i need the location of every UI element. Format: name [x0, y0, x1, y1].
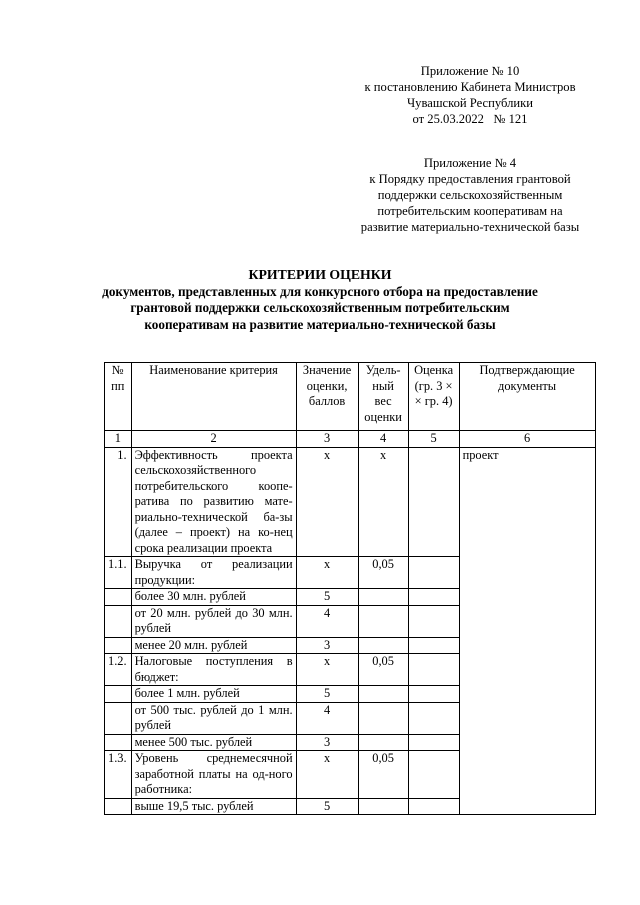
column-number: 3 [296, 431, 358, 448]
appendix-line: к Порядку предоставления грантовой [369, 172, 571, 186]
criterion-score [408, 654, 459, 686]
criterion-value: 3 [296, 637, 358, 654]
supporting-documents [459, 637, 595, 654]
column-number: 6 [459, 431, 595, 448]
table-row [105, 702, 596, 734]
criterion-weight: 0,05 [358, 654, 408, 686]
appendix-line: Чувашской Республики [407, 96, 533, 110]
title-main: КРИТЕРИИ ОЦЕНКИ [248, 267, 392, 282]
table-row [105, 686, 596, 703]
title-line: кооперативам на развитие материально-технической базы [144, 316, 496, 332]
appendix-line: развитие материально-технической базы [360, 220, 580, 234]
table-row [105, 751, 596, 799]
criterion-name: более 1 млн. рублей [131, 686, 296, 703]
table-row [105, 589, 596, 606]
supporting-documents: проект [459, 447, 595, 557]
criterion-weight [358, 589, 408, 606]
table-row [105, 447, 596, 557]
row-number: 1. [105, 447, 132, 557]
criterion-value: x [296, 654, 358, 686]
header-cell: Наименование критерия [131, 363, 296, 431]
row-number [105, 589, 132, 606]
row-number [105, 605, 132, 637]
header-cell: Значение оценки, баллов [296, 363, 358, 431]
criterion-name: Эффективность проекта сельскохозяйственного потребительского коопе-ратива по развитию мате-риально-технической ба-зы (далее – проект) на ко-нец срока реализации проекта [131, 447, 296, 557]
criterion-weight: x [358, 447, 408, 557]
criterion-name: от 500 тыс. рублей до 1 млн. рублей [131, 702, 296, 734]
title-line: грантовой поддержки сельскохозяйственным потребительским [130, 300, 510, 315]
title-line: документов, представленных для конкурсного отбора на предоставление [102, 283, 538, 299]
row-number: 1.3. [105, 751, 132, 799]
column-number: 2 [131, 431, 296, 448]
header-cell: Оценка (гр. 3 × × гр. 4) [408, 363, 459, 431]
criterion-name: менее 20 млн. рублей [131, 637, 296, 654]
row-number [105, 798, 132, 815]
table-row [105, 798, 596, 815]
criterion-name: выше 19,5 тыс. рублей [131, 798, 296, 815]
table-row [105, 605, 596, 637]
appendix-line: Приложение № 4 [423, 156, 517, 170]
row-number [105, 686, 132, 703]
criterion-score [408, 702, 459, 734]
criterion-weight [358, 798, 408, 815]
column-number: 4 [358, 431, 408, 448]
supporting-documents [459, 557, 595, 589]
supporting-documents [459, 589, 595, 606]
criterion-weight [358, 734, 408, 751]
criterion-value: x [296, 751, 358, 799]
criterion-name: Уровень среднемесячной заработной платы на од-ного работника: [131, 751, 296, 799]
appendix-4-block [340, 155, 600, 235]
criterion-value: 4 [296, 605, 358, 637]
row-number: 1.2. [105, 654, 132, 686]
criterion-score [408, 686, 459, 703]
criterion-score [408, 751, 459, 799]
table-row [105, 557, 596, 589]
criterion-name: Выручка от реализации продукции: [131, 557, 296, 589]
criterion-value: 5 [296, 686, 358, 703]
criterion-value: 5 [296, 798, 358, 815]
criterion-name: менее 500 тыс. рублей [131, 734, 296, 751]
criterion-weight [358, 702, 408, 734]
supporting-documents [459, 605, 595, 637]
row-number [105, 734, 132, 751]
criterion-score [408, 589, 459, 606]
appendix-line: потребительским кооперативам на [377, 204, 563, 218]
criterion-score [408, 557, 459, 589]
supporting-documents [459, 751, 595, 799]
criterion-score [408, 637, 459, 654]
criterion-weight [358, 686, 408, 703]
appendix-line: Приложение № 10 [420, 64, 520, 78]
table-row [105, 734, 596, 751]
criterion-name: более 30 млн. рублей [131, 589, 296, 606]
appendix-line: к постановлению Кабинета Министров [364, 80, 576, 94]
table-row [105, 637, 596, 654]
document-title [70, 267, 570, 333]
criterion-weight [358, 637, 408, 654]
row-number [105, 637, 132, 654]
supporting-documents [459, 686, 595, 703]
appendix-10-block [340, 63, 600, 127]
header-cell: Подтверждающие документы [459, 363, 595, 431]
criteria-table [104, 362, 596, 815]
criterion-value: x [296, 557, 358, 589]
supporting-documents [459, 734, 595, 751]
column-number: 5 [408, 431, 459, 448]
column-number-row [105, 431, 596, 448]
criterion-score [408, 734, 459, 751]
criterion-value: x [296, 447, 358, 557]
row-number: 1.1. [105, 557, 132, 589]
criterion-score [408, 798, 459, 815]
criterion-name: Налоговые поступления в бюджет: [131, 654, 296, 686]
supporting-documents [459, 798, 595, 815]
supporting-documents [459, 702, 595, 734]
criterion-score [408, 605, 459, 637]
criterion-weight: 0,05 [358, 557, 408, 589]
criterion-value: 4 [296, 702, 358, 734]
header-cell: Удель- ный вес оценки [358, 363, 408, 431]
criterion-score [408, 447, 459, 557]
table-header-row [105, 363, 596, 431]
criterion-weight: 0,05 [358, 751, 408, 799]
criterion-weight [358, 605, 408, 637]
supporting-documents [459, 654, 595, 686]
row-number [105, 702, 132, 734]
criterion-value: 5 [296, 589, 358, 606]
appendix-line: поддержки сельскохозяйственным [377, 188, 563, 202]
criterion-value: 3 [296, 734, 358, 751]
appendix-line: от 25.03.2022 № 121 [412, 112, 528, 126]
criterion-name: от 20 млн. рублей до 30 млн. рублей [131, 605, 296, 637]
table-row [105, 654, 596, 686]
header-cell: № пп [105, 363, 132, 431]
column-number: 1 [105, 431, 132, 448]
